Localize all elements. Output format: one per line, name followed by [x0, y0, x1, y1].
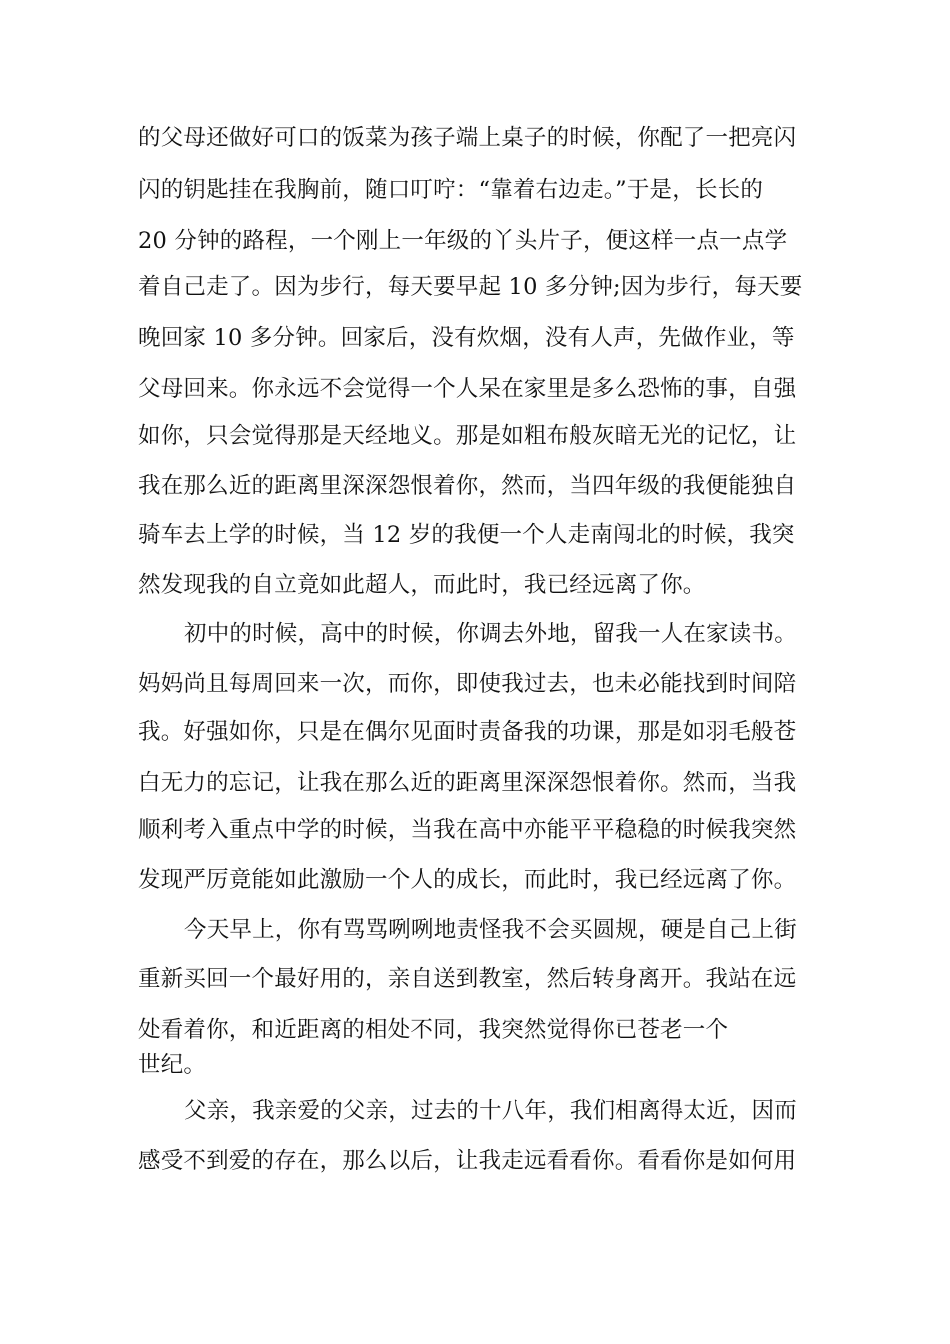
- text-line: 父母回来。你永远不会觉得一个人呆在家里是多么恐怖的事，自强: [138, 376, 797, 402]
- text-line: 20 分钟的路程，一个刚上一年级的丫头片子，便这样一点一点学: [138, 228, 788, 254]
- text-line: 白无力的忘记，让我在那么近的距离里深深怨恨着你。然而，当我: [138, 770, 797, 796]
- text-line: 着自己走了。因为步行，每天要早起 10 多分钟;因为步行，每天要: [138, 274, 803, 300]
- paragraph-start: 初中的时候，高中的时候，你调去外地，留我一人在家读书。: [184, 621, 797, 647]
- text-line: 然发现我的自立竟如此超人，而此时，我已经远离了你。: [138, 572, 706, 598]
- text-line: 的父母还做好可口的饭菜为孩子端上桌子的时候，你配了一把亮闪: [138, 125, 797, 151]
- text-line: 重新买回一个最好用的，亲自送到教室，然后转身离开。我站在远: [138, 966, 797, 992]
- text-line: 骑车去上学的时候，当 12 岁的我便一个人走南闯北的时候，我突: [138, 522, 795, 548]
- text-line: 世纪。: [138, 1052, 207, 1078]
- text-line: 妈妈尚且每周回来一次，而你，即使我过去，也未必能找到时间陪: [138, 671, 797, 697]
- text-line: 晚回家 10 多分钟。回家后，没有炊烟，没有人声，先做作业，等: [138, 325, 795, 351]
- text-line: 我在那么近的距离里深深怨恨着你，然而，当四年级的我便能独自: [138, 473, 797, 499]
- text-line: 我。好强如你，只是在偶尔见面时责备我的功课，那是如羽毛般苍: [138, 719, 797, 745]
- paragraph-start: 今天早上，你有骂骂咧咧地责怪我不会买圆规，硬是自己上街: [184, 917, 797, 943]
- paragraph-start: 父亲，我亲爱的父亲，过去的十八年，我们相离得太近，因而: [184, 1098, 797, 1124]
- text-line: 发现严厉竟能如此激励一个人的成长，而此时，我已经远离了你。: [138, 867, 797, 893]
- text-line: 感受不到爱的存在，那么以后，让我走远看看你。看看你是如何用: [138, 1148, 797, 1174]
- text-line: 如你，只会觉得那是天经地义。那是如粗布般灰暗无光的记忆，让: [138, 423, 797, 449]
- text-line: 闪的钥匙挂在我胸前，随口叮咛：“靠着右边走。”于是，长长的: [138, 177, 764, 203]
- text-line: 处看着你，和近距离的相处不同，我突然觉得你已苍老一个: [138, 1017, 729, 1043]
- text-line: 顺利考入重点中学的时候，当我在高中亦能平平稳稳的时候我突然: [138, 817, 797, 843]
